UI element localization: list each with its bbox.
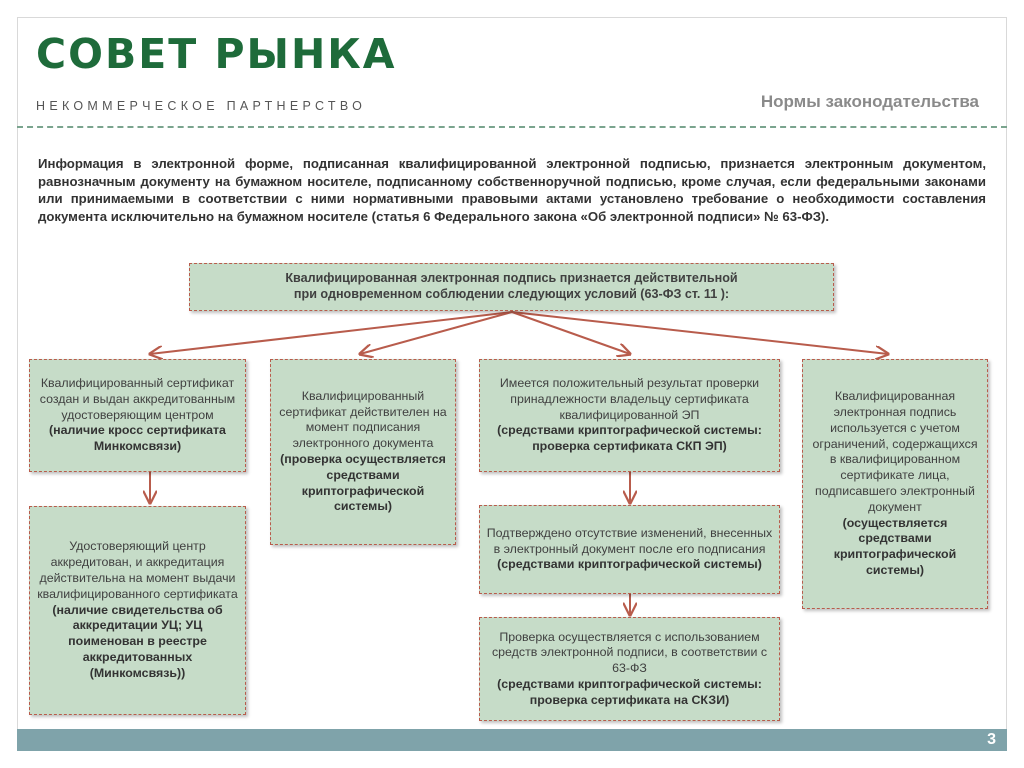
page-number: 3 <box>987 731 996 748</box>
condition-3-text: Имеется положительный результат проверки принадлежности владельцу сертификата квалифицированной ЭП <box>499 376 760 422</box>
sub-box-accreditation <box>29 506 246 715</box>
condition-box-restrictions <box>802 359 988 609</box>
condition-2-text: Квалифицированный сертификат действителен на момент подписания электронного документа <box>279 388 447 451</box>
condition-1-note: (наличие кросс сертификата Минкомсвязи) <box>49 423 226 454</box>
condition-box-certificate-issued <box>29 359 246 472</box>
condition-3-note: (средствами криптографической системы: проверка сертификата СКП ЭП) <box>497 423 762 454</box>
condition-1-text: Квалифицированный сертификат создан и выдан аккредитованным удостоверяющим центром <box>39 376 236 422</box>
condition-box-owner-verified <box>479 359 780 472</box>
section-title: Нормы законодательства <box>760 92 979 111</box>
condition-2-note: (проверка осуществляется средствами криптографической системы) <box>280 452 446 514</box>
verification-text: Проверка осуществляется с использованием средств электронной подписи, в соответствии с 63-ФЗ <box>491 629 768 676</box>
header-divider <box>17 126 1007 128</box>
footer-bar <box>17 729 1007 751</box>
no-changes-text: Подтверждено отсутствие изменений, внесенных в электронный документ после его подписания <box>486 525 773 556</box>
condition-4-text: Квалифицированная электронная подпись используется с учетом ограничений, содержащихся в квалифицированном сертификате лица, подписавшего электронный документ <box>812 389 978 514</box>
logo-title: СОВЕТ РЫНКА <box>36 30 397 78</box>
intro-paragraph: Информация в электронной форме, подписанная квалифицированной электронной подписью, признается электронным документом, равнозначным документу на бумажном носителе, подписанному собственноручной подписью, кроме случая, если федеральными законами или принимаемыми в соответствии с ними нормативными правовыми актами установлено требование о необходимости составления документа исключительно на бумажном носителе (статья 6 Федерального закона «Об электронной подписи» № 63-ФЗ). <box>38 156 986 224</box>
accreditation-note: (наличие свидетельства об аккредитации УЦ; УЦ поименован в реестре аккредитованных (Минкомсвязь)) <box>52 602 223 680</box>
condition-box-certificate-valid <box>270 359 456 545</box>
accreditation-text: Удостоверяющий центр аккредитован, и аккредитация действительна на момент выдачи квалифицированного сертификата <box>37 539 238 601</box>
sub-box-no-changes <box>479 505 780 594</box>
logo-subtitle: НЕКОММЕРЧЕСКОЕ ПАРТНЕРСТВО <box>36 99 367 113</box>
verification-note: (средствами криптографической системы: проверка сертификата на СКЗИ) <box>497 676 762 707</box>
sub-box-verification <box>479 617 780 721</box>
no-changes-note: (средствами криптографической системы) <box>497 557 762 572</box>
condition-4-note: (осуществляется средствами криптографической системы) <box>833 515 957 577</box>
root-line-2: при одновременном соблюдении следующих условий (63-ФЗ ст. 11 ): <box>293 287 730 301</box>
root-condition-box <box>189 263 834 311</box>
root-line-1: Квалифицированная электронная подпись признается действительной <box>285 271 738 286</box>
